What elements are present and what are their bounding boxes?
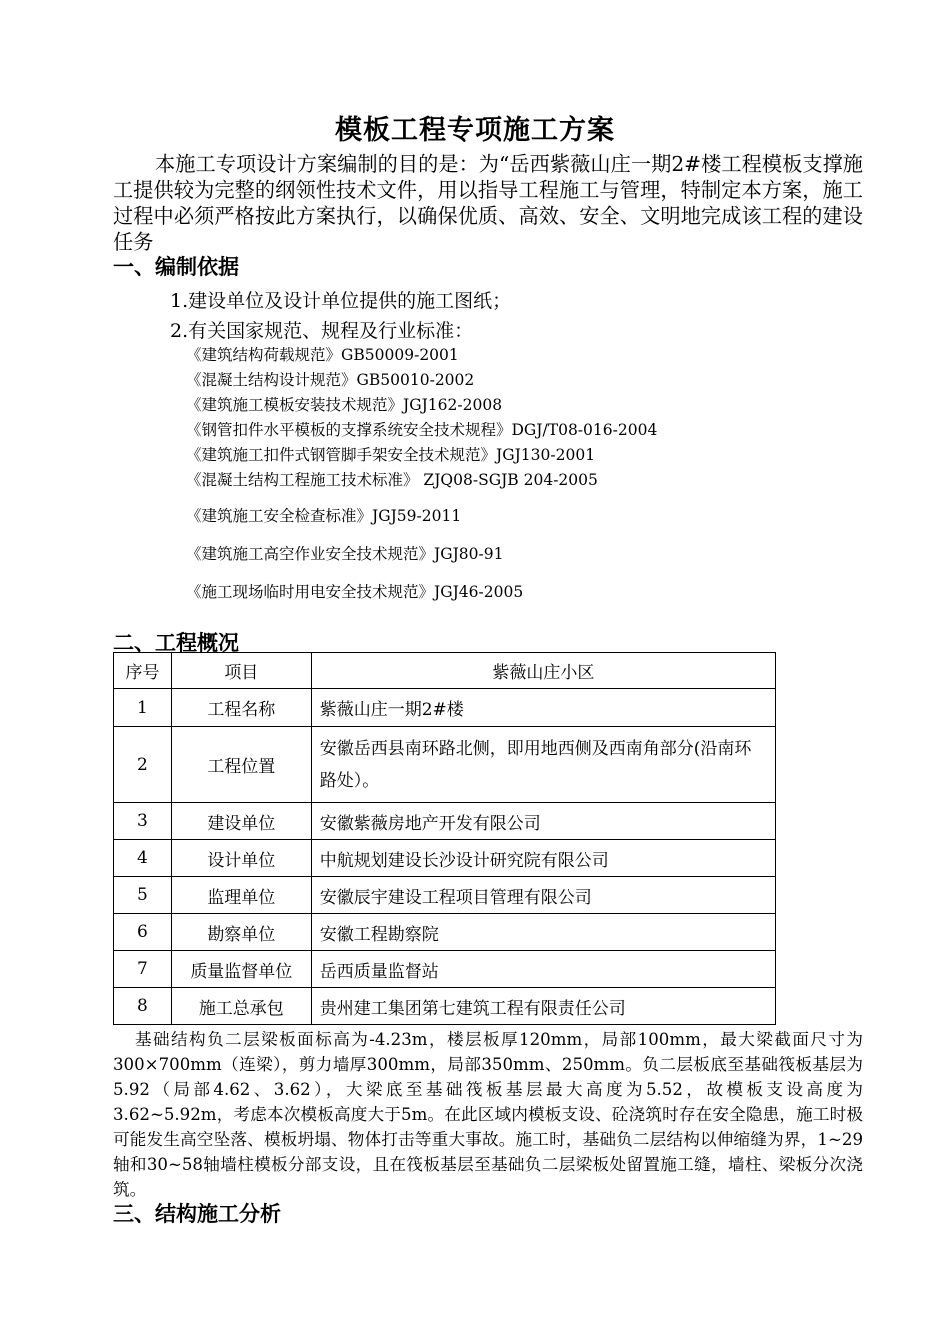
- standard-item: 《建筑结构荷载规范》GB50009-2001: [186, 346, 459, 364]
- intro-paragraph: 本施工专项设计方案编制的目的是：为“岳西紫薇山庄一期2#楼工程模板支撑施工提供较为完整的纲领性技术文件，用以指导工程施工与管理，特制定本方案，施工过程中必须严格按此方案执行，以确保优质、高效、安全、文明地完成该工程的建设任务: [113, 152, 863, 254]
- table-cell: 5: [114, 877, 172, 914]
- standard-item: 《建筑施工高空作业安全技术规范》JGJ80-91: [186, 545, 504, 563]
- table-row: [114, 840, 776, 877]
- table-header-cell: 紫薇山庄小区: [311, 653, 775, 689]
- table-cell: 安徽岳西县南环路北侧，即用地西侧及西南角部分(沿南环路处）。: [311, 727, 775, 803]
- table-row: [114, 803, 776, 840]
- project-overview-table: [113, 652, 776, 1025]
- standard-item: 《建筑施工扣件式钢管脚手架安全技术规范》JGJ130-2001: [186, 446, 596, 464]
- table-row: [114, 877, 776, 914]
- structure-summary-paragraph: 基础结构负二层梁板面标高为-4.23m，楼层板厚120mm，局部100mm，最大梁截面尺寸为300×700mm（连梁），剪力墙厚300mm，局部350mm、250mm。负二层板底至基础筏板基层为5.92（局部4.62、3.62），大梁底至基础筏板基层最大高度为5.52，故模板支设高度为3.62~5.92m，考虑本次模板高度大于5m。在此区域内模板支设、砼浇筑时存在安全隐患，施工时极可能发生高空坠落、模板坍塌、物体打击等重大事故。施工时，基础负二层结构以伸缩缝为界，1~29轴和30~58轴墙柱模板分部支设，且在筏板基层至基础负二层梁板处留置施工缝，墙柱、梁板分次浇筑。: [113, 1030, 863, 1199]
- standard-item: 《钢管扣件水平模板的支撑系统安全技术规程》DGJ/T08-016-2004: [186, 421, 658, 439]
- table-cell: 3: [114, 803, 172, 840]
- table-cell: 质量监督单位: [171, 951, 311, 988]
- table-cell: 中航规划建设长沙设计研究院有限公司: [311, 840, 775, 877]
- table-row: [114, 914, 776, 951]
- table-cell: 安徽工程勘察院: [311, 914, 775, 951]
- section-heading-structure-analysis: 三、结构施工分析: [113, 1201, 281, 1226]
- table-cell: 紫薇山庄一期2#楼: [311, 689, 775, 727]
- table-cell: 4: [114, 840, 172, 877]
- table-cell: 贵州建工集团第七建筑工程有限责任公司: [311, 988, 775, 1025]
- table-header-cell: 项目: [171, 653, 311, 689]
- table-cell: 监理单位: [171, 877, 311, 914]
- table-cell: 勘察单位: [171, 914, 311, 951]
- table-row: [114, 988, 776, 1025]
- table-cell: 岳西质量监督站: [311, 951, 775, 988]
- standard-item: 《建筑施工模板安装技术规范》JGJ162-2008: [186, 396, 503, 414]
- table-cell: 6: [114, 914, 172, 951]
- standard-item: 《混凝土结构工程施工技术标准》 ZJQ08-SGJB 204-2005: [186, 471, 598, 489]
- table-cell: 1: [114, 689, 172, 727]
- table-cell: 工程名称: [171, 689, 311, 727]
- table-cell: 安徽辰宇建设工程项目管理有限公司: [311, 877, 775, 914]
- standard-item: 《混凝土结构设计规范》GB50010-2002: [186, 371, 475, 389]
- section-heading-basis: 一、编制依据: [113, 254, 239, 279]
- basis-item-drawings: 1.建设单位及设计单位提供的施工图纸；: [170, 290, 512, 312]
- standard-item: 《建筑施工安全检查标准》JGJ59-2011: [186, 507, 462, 525]
- table-cell: 施工总承包: [171, 988, 311, 1025]
- table-cell: 工程位置: [171, 727, 311, 803]
- table-cell: 设计单位: [171, 840, 311, 877]
- table-cell: 2: [114, 727, 172, 803]
- table-row: [114, 689, 776, 727]
- standard-item: 《施工现场临时用电安全技术规范》JGJ46-2005: [186, 583, 524, 601]
- table-cell: 8: [114, 988, 172, 1025]
- table-header-row: [114, 653, 776, 689]
- table-header-cell: 序号: [114, 653, 172, 689]
- table-row: [114, 951, 776, 988]
- table-cell: 建设单位: [171, 803, 311, 840]
- basis-item-standards: 2.有关国家规范、规程及行业标准：: [170, 320, 474, 342]
- table-row: [114, 727, 776, 803]
- section-heading-overview: 二、工程概况: [113, 630, 239, 655]
- table-cell: 7: [114, 951, 172, 988]
- document-title: 模板工程专项施工方案: [335, 115, 615, 146]
- table-cell: 安徽紫薇房地产开发有限公司: [311, 803, 775, 840]
